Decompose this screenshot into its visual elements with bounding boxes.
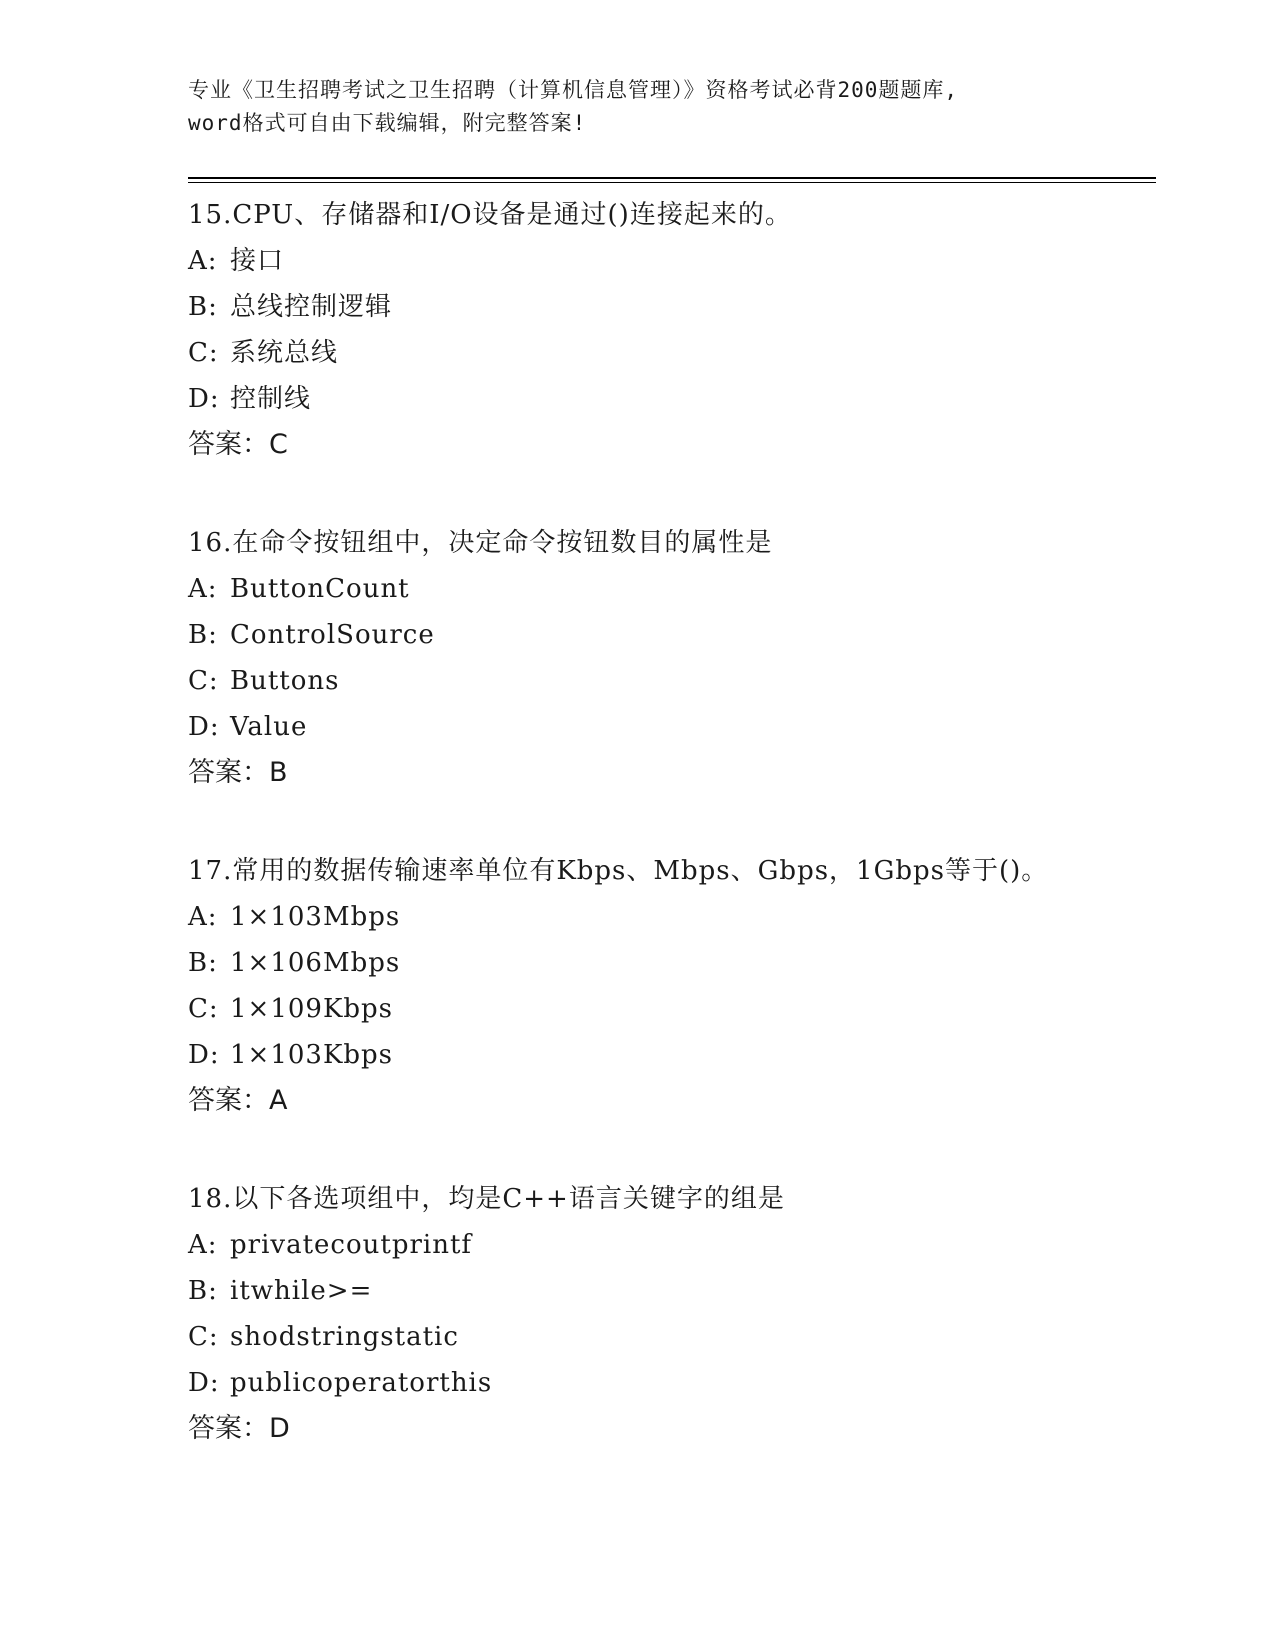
option-text: 控制线 [230,384,312,414]
option-b [188,1268,1156,1314]
option-letter: A: [188,574,218,604]
header-line-1: 专业《卫生招聘考试之卫生招聘（计算机信息管理）》资格考试必背200题题库, [188,78,959,102]
option-text: 系统总线 [230,338,339,368]
option-text: 1×103Mbps [230,902,401,932]
option-b [188,612,1156,658]
option-letter: A: [188,902,218,932]
answer-line: 答案：D [188,1413,290,1444]
header-divider-thick [188,177,1156,179]
option-a [188,566,1156,612]
question-stem: 18.以下各选项组中，均是C++语言关键字的组是 [188,1184,785,1214]
header-divider-thin [188,182,1156,183]
option-c [188,658,1156,704]
question-18 [188,1176,1156,1452]
question-stem: 16.在命令按钮组中，决定命令按钮数目的属性是 [188,528,773,558]
option-text: privatecoutprintf [230,1230,473,1260]
option-d [188,1032,1156,1078]
option-b [188,940,1156,986]
answer-line: 答案：C [188,429,288,460]
option-letter: D: [188,1368,220,1398]
option-letter: A: [188,246,218,276]
question-17 [188,848,1156,1124]
option-letter: B: [188,620,218,650]
option-c [188,986,1156,1032]
option-text: ButtonCount [230,574,410,604]
question-15 [188,192,1156,468]
option-d [188,704,1156,750]
answer-line: 答案：A [188,1085,288,1116]
question-stem: 17.常用的数据传输速率单位有Kbps、Mbps、Gbps，1Gbps等于()。 [188,856,1049,886]
option-text: itwhile>= [230,1276,373,1306]
option-text: 1×106Mbps [230,948,401,978]
option-letter: C: [188,338,219,368]
header-line-2: word格式可自由下载编辑，附完整答案! [188,111,587,135]
option-letter: D: [188,1040,220,1070]
question-spacer [188,796,1156,848]
option-letter: D: [188,712,220,742]
question-16 [188,520,1156,796]
option-text: publicoperatorthis [230,1368,493,1398]
option-d [188,1360,1156,1406]
option-text: Value [230,712,308,742]
option-letter: C: [188,666,219,696]
option-text: 总线控制逻辑 [230,292,393,322]
question-spacer [188,468,1156,520]
option-c [188,330,1156,376]
option-text: shodstringstatic [230,1322,459,1352]
option-c [188,1314,1156,1360]
question-spacer [188,1124,1156,1176]
option-a [188,1222,1156,1268]
option-b [188,284,1156,330]
option-text: 接口 [230,246,285,276]
option-text: Buttons [230,666,340,696]
option-letter: A: [188,1230,218,1260]
option-a [188,238,1156,284]
option-text: 1×109Kbps [230,994,394,1024]
option-letter: B: [188,948,218,978]
document-header [188,74,1088,140]
option-letter: C: [188,1322,219,1352]
question-list [188,192,1156,1452]
option-text: ControlSource [230,620,435,650]
option-text: 1×103Kbps [230,1040,394,1070]
option-a [188,894,1156,940]
option-letter: D: [188,384,220,414]
option-letter: C: [188,994,219,1024]
option-d [188,376,1156,422]
option-letter: B: [188,1276,218,1306]
question-stem: 15.CPU、存储器和I/O设备是通过()连接起来的。 [188,200,792,230]
option-letter: B: [188,292,218,322]
answer-line: 答案：B [188,757,288,788]
